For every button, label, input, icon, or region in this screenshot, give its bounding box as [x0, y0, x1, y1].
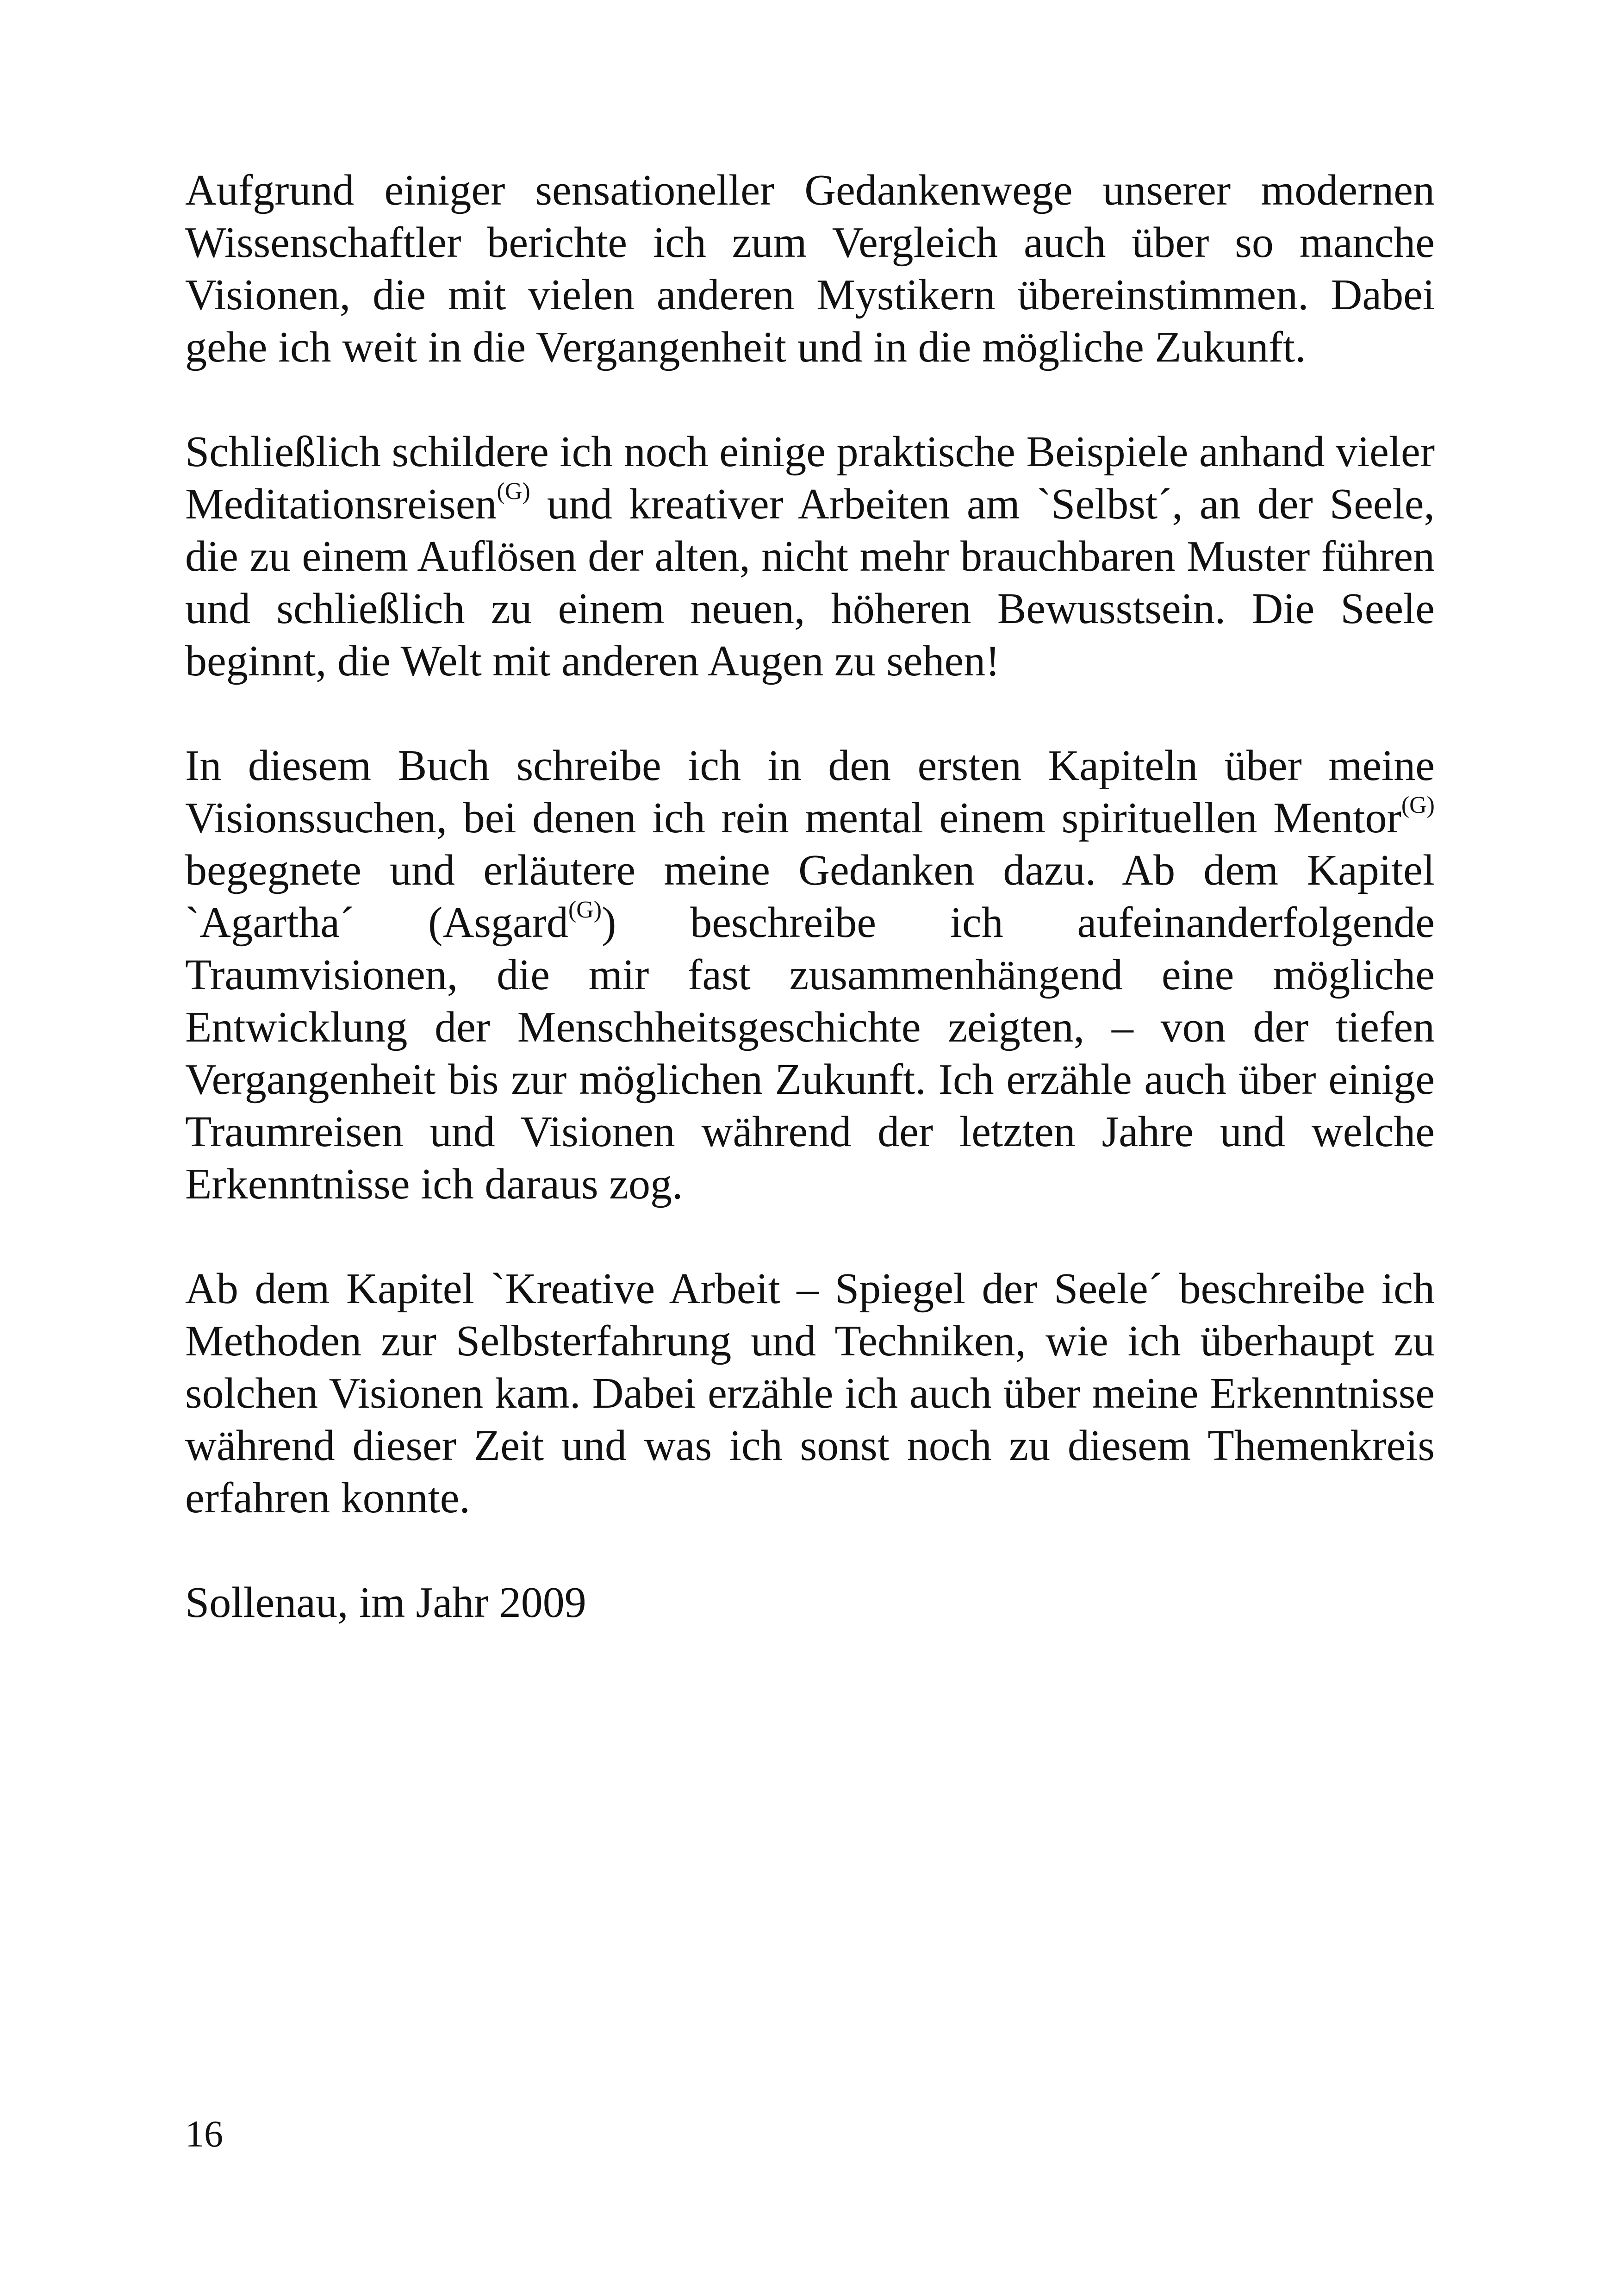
page-number: 16: [185, 2113, 223, 2155]
place-date: Sollenau, im Jahr 2009: [185, 1578, 586, 1627]
paragraph-3-text-c: ) beschreibe ich aufeinanderfolgende Traumvisionen, die mir fast zusammenhängend eine mögliche Entwicklung der Menschheitsgeschichte zeigten, – von der tiefen Vergangenheit bis zur möglichen Zukunft. Ich erzähle auch über einige Traumreisen und Visionen während der letzten Jahre und welche Erkenntnisse ich daraus zog.: [185, 898, 1435, 1208]
paragraph-2: [185, 426, 1435, 687]
paragraph-2-text-b: und kreativer Arbeiten am `Selbst´, an der Seele, die zu einem Auflösen der alten, nicht mehr brauchbaren Muster führen und schließlich zu einem neuen, höheren Bewusstsein. Die Seele beginnt, die Welt mit anderen Augen zu sehen!: [185, 480, 1435, 685]
paragraph-3-text-a: In diesem Buch schreibe ich in den ersten Kapiteln über meine Visionssuchen, bei denen ich rein mental einem spirituellen Mentor: [185, 742, 1435, 842]
paragraph-2-text-a: Schließlich schildere ich noch einige praktische Beispiele anhand vieler Meditationsreisen: [185, 428, 1435, 528]
glossary-marker: (G): [568, 897, 602, 923]
paragraph-3-text-b: begegnete und erläutere meine Gedanken dazu. Ab dem Kapitel `Agartha´ (Asgard: [185, 846, 1435, 947]
page-body: [185, 164, 1435, 1629]
paragraph-3: [185, 740, 1435, 1210]
glossary-marker: (G): [497, 478, 530, 505]
paragraph-4: Ab dem Kapitel `Kreative Arbeit – Spiegel der Seele´ beschreibe ich Methoden zur Selbsterfahrung und Techniken, wie ich überhaupt zu solchen Visionen kam. Dabei erzähle ich auch über meine Erkenntnisse während dieser Zeit und was ich sonst noch zu diesem Themenkreis erfahren konnte.: [185, 1265, 1435, 1522]
glossary-marker: (G): [1401, 792, 1435, 818]
paragraph-1: Aufgrund einiger sensationeller Gedankenwege unserer modernen Wissenschaftler berichte ich zum Vergleich auch über so manche Visionen, die mit vielen anderen Mystikern übereinstimmen. Dabei gehe ich weit in die Vergangenheit und in die mögliche Zukunft.: [185, 166, 1435, 371]
